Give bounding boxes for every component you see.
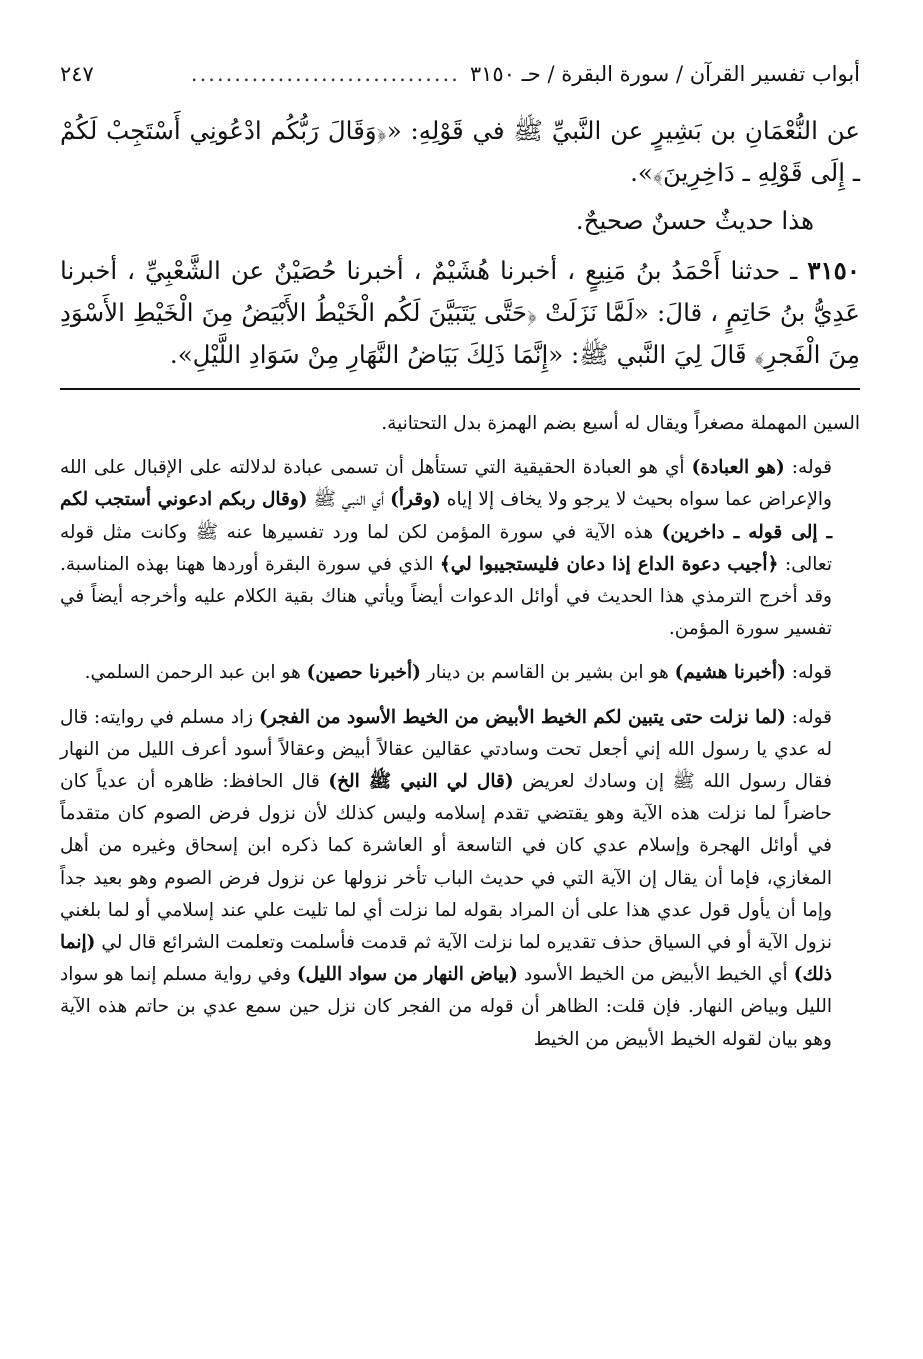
commentary-paragraph-1: السين المهملة مصغراً ويقال له أسيع بضم الهمزة بدل التحتانية.: [381, 413, 860, 434]
commentary-paragraph-4: [60, 702, 860, 1056]
quoted-term: (بياض النهار من سواد الليل): [296, 964, 518, 986]
text-run: قال الحافظ: ظاهره أن عدياً كان حاضراً لما نزلت هذه الآية وهو يقتضي تقدم إسلامه وليس كذلك لأن نزول فرض الصوم كان متقدماً في أوائل الهجرة وإسلام عدي كان في التاسعة أو العاشرة كما ذكره ابن إسحاق وغيره من أهل المغازي، فإما أن يقال إن الآية التي في حديث الباب تأخر نزولها عن نزول فرض الصوم وهو بعيد جداً وإما أن يأول قول عدي هذا على أن المراد بقوله لما نزلت أي لما تليت علي عند إسلامي أو لما بلغني نزول الآية أو في السياق حذف تقديره لما نزلت الآية ثم قدمت فأسلمت وتعلمت الشرائع قال لي: [60, 771, 832, 954]
hadith-main-text: [60, 110, 860, 376]
text-run: قوله:: [785, 706, 832, 728]
commentary-paragraph-3: [60, 657, 860, 689]
text-run: أي الخيط الأبيض من الخيط الأسود: [517, 964, 794, 986]
book-page: [60, 62, 860, 1056]
text-run: قوله:: [784, 457, 832, 479]
text-run: قوله:: [785, 662, 832, 684]
text-run: هذه الآية في سورة المؤمن لكن لما ورد تفسيرها عنه ﷺ وكانت مثل قوله تعالى:: [60, 521, 832, 575]
page-header: [60, 62, 860, 102]
quoted-term: (أخبرنا هشيم): [674, 662, 786, 684]
hadith-number: ٣١٥٠: [807, 256, 860, 285]
text-run: هو ابن عبد الرحمن السلمي.: [84, 662, 307, 684]
commentary-paragraph-2: [60, 452, 860, 645]
commentary-section: [60, 408, 860, 1056]
running-title: أبواب تفسير القرآن / سورة البقرة / حـ ٣١٥٠: [469, 62, 860, 86]
quoted-term: (هو العبادة): [691, 457, 785, 479]
hadith-text: ـ حدثنا أَحْمَدُ بنُ مَنِيعٍ ، أخبرنا هُشَيْمٌ ، أخبرنا حُصَيْنٌ عن الشَّعْبِيِّ ، أخبرنا عَدِيُّ بنُ حَاتِمٍ ، قالَ: «لَمَّا نَزَلَتْ ﴿حَتَّى يَتَبَيَّنَ لَكُم الْخَيْطُ الأَبْيَضُ مِنَ الْخَيْطِ الأَسْوَدِ مِنَ الْفَجرِ﴾ قَالَ لِيَ النَّبي ﷺ: «إِنَّمَا ذَلِكَ بَيَاضُ النَّهَارِ مِنْ سَوَادِ اللَّيْلِ».: [60, 256, 860, 369]
quoted-term: (وقرأ): [390, 489, 441, 511]
footnote-divider: [60, 388, 860, 390]
text-run: أي هو العبادة الحقيقية التي تستأهل أن تسمى عبادة لدلالته على الإقبال على الله والإعراض عما سواه بحيث لا يرجو ولا يخاف إلا إياه: [60, 457, 832, 511]
quoted-term: ﴿أجيب دعوة الداع إذا دعان فليستجيبوا لي﴾: [439, 553, 779, 575]
text-run: هو ابن بشير بن القاسم بن دينار: [420, 662, 675, 684]
hadith-verdict: هذا حديثٌ حسنٌ صحيحٌ.: [575, 206, 814, 235]
text-run: زاد مسلم في روايته: قال له عدي يا رسول الله إني أجعل تحت وسادتي عقالين عقالاً أبيض وعقالاً أسود أعرف الليل من النهار فقال رسول الله ﷺ إن وسادك لعريض: [60, 706, 832, 793]
hadith-previous-tail: عن النُّعْمَانِ بن بَشِيرٍ عن النَّبيِّ ﷺ في قَوْلِهِ: «﴿وَقَالَ رَبُّكُم ادْعُونِي أَسْتَجِبْ لَكُمْ ـ إِلَى قَوْلِهِ ـ دَاخِرِينَ﴾».: [60, 116, 860, 187]
text-run: أي النبي ﷺ: [307, 489, 391, 511]
quoted-term: (إنما ذلك): [60, 932, 832, 986]
hadith-3150: [60, 250, 860, 376]
dot-leader: ...............................: [190, 62, 460, 86]
page-number: ٢٤٧: [60, 62, 94, 86]
quoted-term: (وقال ربكم ادعوني أستجب لكم ـ إلى قوله ـ داخرين): [60, 489, 832, 543]
quoted-term: (لما نزلت حتى يتبين لكم الخيط الأبيض من الخيط الأسود من الفجر): [258, 706, 786, 728]
quoted-term: (أخبرنا حصين): [306, 662, 421, 684]
text-run: الذي في سورة البقرة أوردها ههنا بهذه المناسبة. وقد أخرج الترمذي هذا الحديث في أوائل الدعوات أيضاً ويأتي هناك بقية الكلام عليه وأخرجه أيضاً في تفسير سورة المؤمن.: [60, 553, 832, 640]
quoted-term: (قال لي النبي ﷺ الخ): [328, 771, 514, 793]
text-run: وفي رواية مسلم إنما هو سواد الليل وبياض النهار. فإن قلت: الظاهر أن قوله من الفجر كان نزل حين سمع عدي بن حاتم هذه الآية وهو بيان لقوله الخيط الأبيض من الخيط: [60, 964, 832, 1050]
